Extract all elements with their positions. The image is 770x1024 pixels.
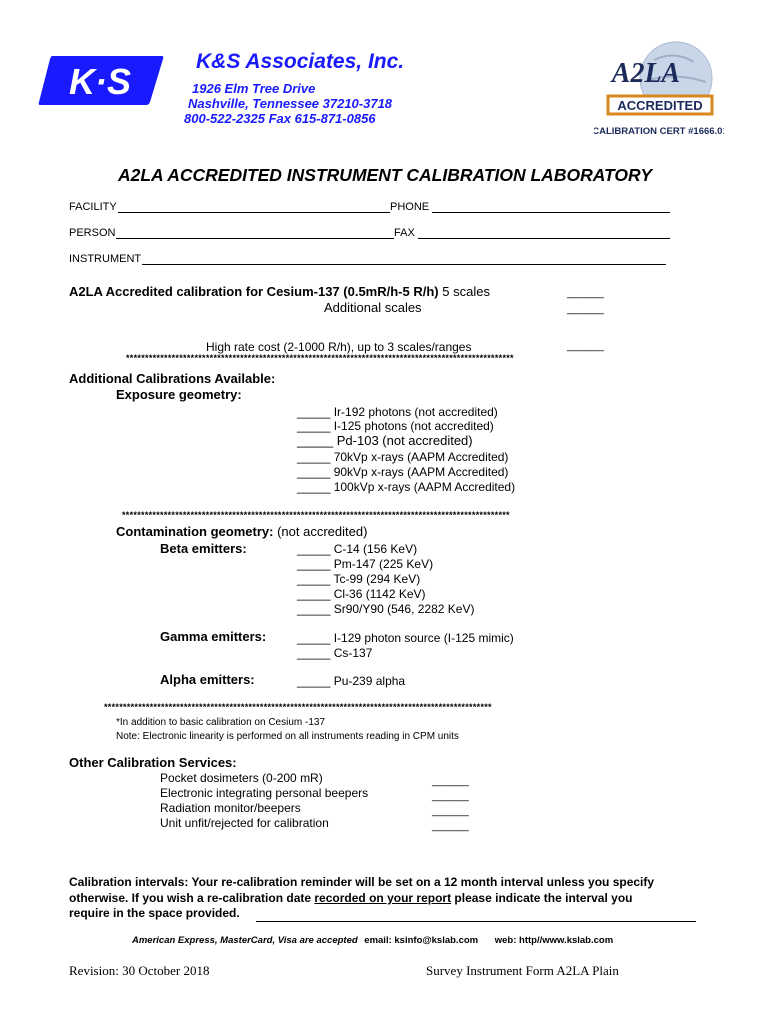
facility-label: FACILITY [69,201,117,213]
alpha-label: Alpha emitters: [160,672,255,687]
interval-field[interactable] [256,921,696,922]
separator: ****************************************************************************************************** [126,353,514,363]
high-rate-blank[interactable]: ______ [567,340,604,352]
person-field[interactable] [116,238,394,239]
exposure-item[interactable]: _____ 100kVp x-rays (AAPM Accredited) [297,480,516,494]
cs137-blank[interactable]: ______ [567,287,604,299]
cs137-scales: 5 scales [442,284,490,299]
intervals-text: please indicate the interval you [451,891,633,905]
footer-web: web: http//www.kslab.com [494,935,614,946]
beta-item[interactable]: _____ Pm-147 (225 KeV) [297,557,434,571]
note-cpm: Note: Electronic linearity is performed on all instruments reading in CPM units [116,731,459,742]
exposure-item[interactable]: _____ 70kVp x-rays (AAPM Accredited) [297,450,509,464]
note-cesium: *In addition to basic calibration on Cesium -137 [116,717,326,728]
instrument-field[interactable] [142,264,666,265]
person-label: PERSON [69,227,116,239]
svg-text:A2LA: A2LA [611,58,681,89]
high-rate: High rate cost (2-1000 R/h), up to 3 scales/ranges [206,340,472,354]
cs137-heading: A2LA Accredited calibration for Cesium-137 (0.5mR/h-5 R/h) [69,284,439,299]
separator: ****************************************************************************************************** [104,702,492,712]
beta-item[interactable]: _____ Cl-36 (1142 KeV) [297,587,426,601]
other-blank[interactable]: ______ [432,805,469,817]
phone-field[interactable] [432,212,670,213]
cards-accepted: American Express, MasterCard, Visa are accepted [132,935,358,946]
gamma-item[interactable]: _____ Cs-137 [297,646,373,660]
other-blank[interactable]: ______ [432,820,469,832]
page-title: A2LA ACCREDITED INSTRUMENT CALIBRATION LABORATORY [117,165,653,185]
instrument-label: INSTRUMENT [69,253,142,265]
exposure-item[interactable]: _____ I-125 photons (not accredited) [297,419,494,433]
additional-scales-blank[interactable]: ______ [567,303,604,315]
intervals-line-1: Calibration intervals: Your re-calibration reminder will be set on a 12 month interval unless you specify [69,875,655,889]
beta-item[interactable]: _____ C-14 (156 KeV) [297,542,418,556]
additional-heading: Additional Calibrations Available: [69,371,276,386]
beta-label: Beta emitters: [160,541,247,556]
other-heading: Other Calibration Services: [69,755,237,770]
intervals-line-3: require in the space provided. [69,906,240,920]
footer-contact [132,935,613,946]
additional-scales: Additional scales [324,300,422,315]
company-name: K&S Associates, Inc. [196,50,405,73]
intervals-text: otherwise. If you wish a re-calibration date [69,891,315,905]
address-line-1: 1926 Elm Tree Drive [192,81,316,96]
form-name: Survey Instrument Form A2LA Plain [426,963,619,978]
ks-logo [38,54,164,111]
intervals-line-2 [69,891,632,905]
fax-label: FAX [394,227,415,239]
exposure-item[interactable]: _____ Ir-192 photons (not accredited) [297,405,498,419]
footer-email: email: ksinfo@kslab.com [364,935,479,946]
a2la-accredited-logo [594,40,724,145]
separator: ****************************************************************************************************** [122,510,510,520]
revision: Revision: 30 October 2018 [69,963,210,978]
fax-field[interactable] [418,238,670,239]
other-blank[interactable]: ______ [432,775,469,787]
other-item: Unit unfit/rejected for calibration [160,816,329,830]
other-item: Electronic integrating personal beepers [160,786,369,800]
alpha-item[interactable]: _____ Pu-239 alpha [297,674,406,688]
svg-text:CALIBRATION CERT #1666.01: CALIBRATION CERT #1666.01 [594,126,724,137]
contamination-heading: Contamination geometry: [116,524,274,539]
exposure-item[interactable]: _____ 90kVp x-rays (AAPM Accredited) [297,465,509,479]
exposure-item[interactable]: _____ Pd-103 (not accredited) [297,433,473,448]
other-blank[interactable]: ______ [432,790,469,802]
other-item: Radiation monitor/beepers [160,801,301,815]
beta-item[interactable]: _____ Sr90/Y90 (546, 2282 KeV) [297,602,475,616]
svg-text:K·S: K·S [69,61,131,102]
other-item: Pocket dosimeters (0-200 mR) [160,771,323,785]
contamination-section [116,524,367,539]
gamma-label: Gamma emitters: [160,629,267,644]
beta-item[interactable]: _____ Tc-99 (294 KeV) [297,572,421,586]
contamination-note: (not accredited) [277,524,368,539]
phone-label: PHONE [390,201,430,213]
intervals-emphasis: recorded on your report [314,891,452,905]
facility-field[interactable] [118,212,390,213]
phone-fax: 800-522-2325 Fax 615-871-0856 [184,111,376,126]
gamma-item[interactable]: _____ I-129 photon source (I-125 mimic) [297,631,514,645]
svg-text:ACCREDITED: ACCREDITED [617,98,703,113]
exposure-heading: Exposure geometry: [116,387,242,402]
address-line-2: Nashville, Tennessee 37210-3718 [188,96,393,111]
cs137-section [69,284,490,299]
